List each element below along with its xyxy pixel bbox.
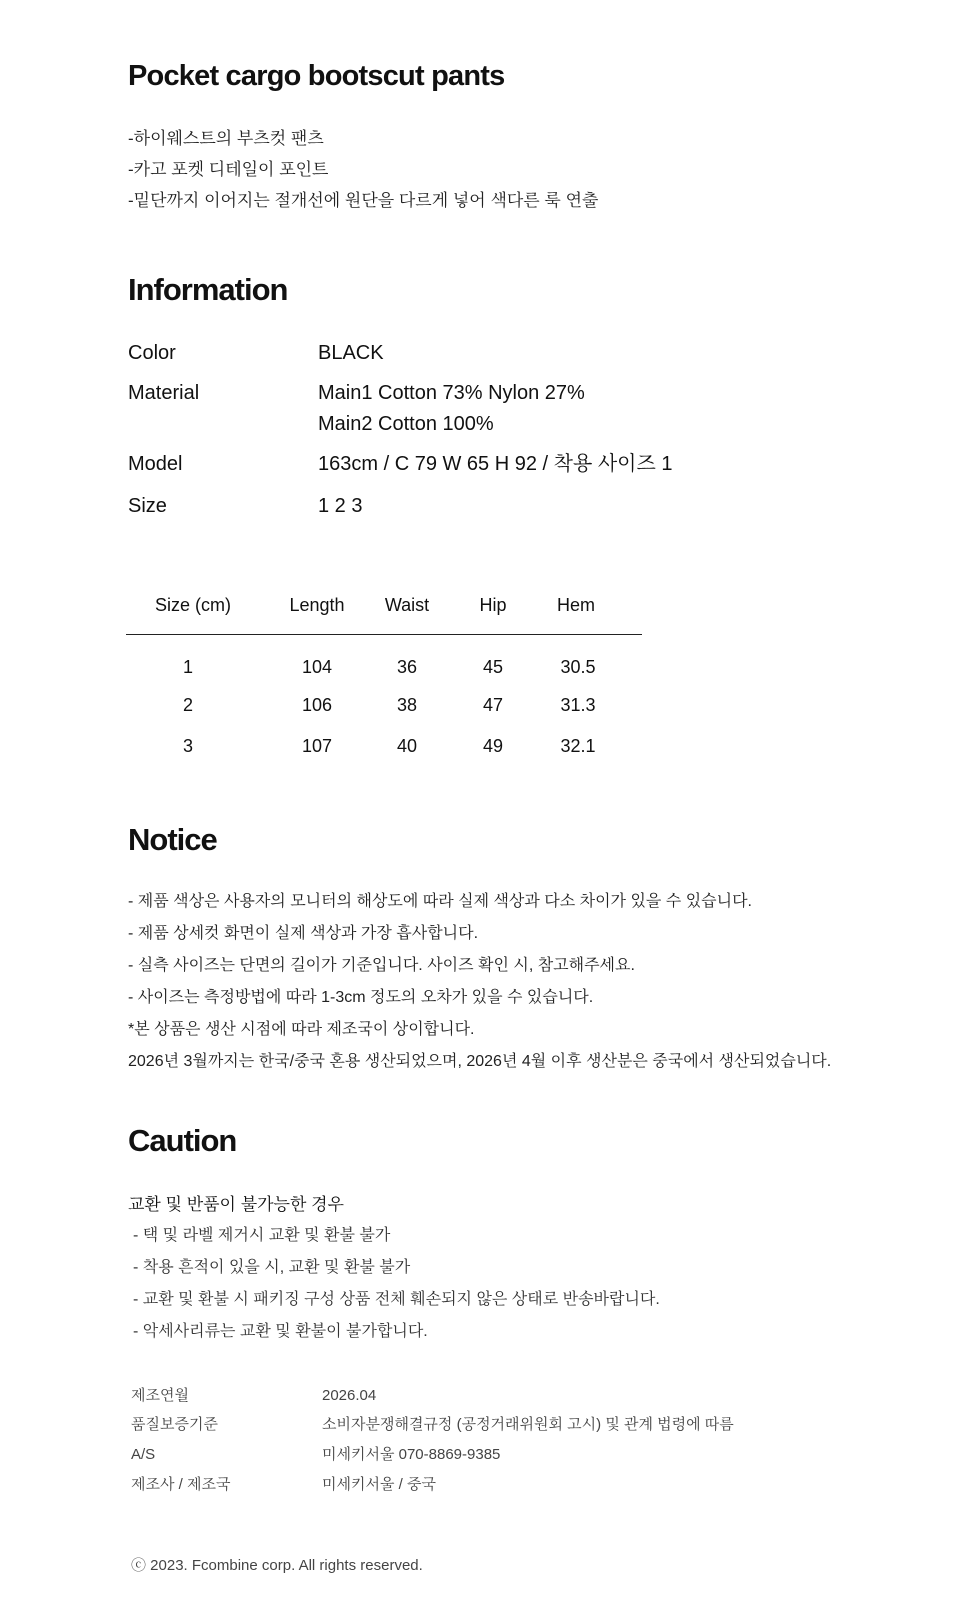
table-cell: 104: [301, 657, 333, 677]
description-line: -밑단까지 이어지는 절개선에 원단을 다르게 넣어 색다른 룩 연출: [128, 191, 599, 210]
info-label-color: Color: [128, 342, 176, 364]
caution-line: - 악세사리류는 교환 및 환불이 불가합니다.: [133, 1323, 428, 1340]
table-cell: 107: [301, 736, 333, 756]
description-line: -하이웨스트의 부츠컷 팬츠: [128, 129, 324, 148]
table-cell: 38: [396, 695, 418, 715]
meta-label-quality: 품질보증기준: [131, 1416, 218, 1433]
meta-value-as: 미세키서울 070-8869-9385: [322, 1446, 501, 1463]
table-header-hem: Hem: [556, 595, 596, 615]
info-value-size: 1 2 3: [318, 495, 363, 517]
table-header-length: Length: [289, 595, 345, 615]
table-cell: 47: [482, 695, 504, 715]
table-header-size: Size (cm): [155, 595, 231, 615]
table-cell: 45: [482, 657, 504, 677]
notice-title: Notice: [128, 822, 217, 857]
caution-heading: 교환 및 반품이 불가능한 경우: [128, 1195, 344, 1214]
info-label-material: Material: [128, 382, 200, 404]
notice-line: - 실측 사이즈는 단면의 길이가 기준입니다. 사이즈 확인 시, 참고해주세요.: [128, 957, 635, 974]
information-title: Information: [128, 272, 288, 307]
meta-label-manufacture-date: 제조연월: [131, 1387, 189, 1404]
notice-line: - 사이즈는 측정방법에 따라 1-3cm 정도의 오차가 있을 수 있습니다.: [128, 989, 594, 1006]
meta-value-quality: 소비자분쟁해결규정 (공정거래위원회 고시) 및 관계 법령에 따름: [322, 1416, 734, 1433]
table-cell: 49: [482, 736, 504, 756]
notice-line: *본 상품은 생산 시점에 따라 제조국이 상이합니다.: [128, 1021, 475, 1038]
caution-line: - 교환 및 환불 시 패키징 구성 상품 전체 훼손되지 않은 상태로 반송바랍니다.: [133, 1291, 660, 1308]
notice-line: 2026년 3월까지는 한국/중국 혼용 생산되었으며, 2026년 4월 이후 생산분은 중국에서 생산되었습니다.: [128, 1053, 832, 1070]
table-cell: 36: [396, 657, 418, 677]
info-value-material: Main1 Cotton 73% Nylon 27%: [318, 382, 585, 404]
notice-line: - 제품 색상은 사용자의 모니터의 해상도에 따라 실제 색상과 다소 차이가 있을 수 있습니다.: [128, 893, 752, 910]
table-cell: 31.3: [560, 695, 596, 715]
meta-label-manufacturer: 제조사 / 제조국: [131, 1476, 231, 1493]
meta-value-manufacturer: 미세키서울 / 중국: [322, 1476, 436, 1493]
table-header-waist: Waist: [384, 595, 430, 615]
table-cell: 40: [396, 736, 418, 756]
table-header-hip: Hip: [479, 595, 507, 615]
copyright: ⓒ 2023. Fcombine corp. All rights reserved.: [131, 1557, 423, 1574]
caution-title: Caution: [128, 1123, 237, 1158]
info-label-model: Model: [128, 453, 183, 475]
notice-line: - 제품 상세컷 화면이 실제 색상과 가장 흡사합니다.: [128, 925, 479, 942]
table-cell: 2: [182, 695, 194, 715]
table-cell: 30.5: [560, 657, 596, 677]
info-value-material-2: Main2 Cotton 100%: [318, 413, 494, 435]
table-cell: 106: [301, 695, 333, 715]
info-value-color: BLACK: [318, 342, 384, 364]
description-line: -카고 포켓 디테일이 포인트: [128, 160, 329, 179]
info-value-model: 163cm / C 79 W 65 H 92 / 착용 사이즈 1: [318, 453, 673, 475]
table-divider: [126, 634, 642, 635]
table-cell: 3: [182, 736, 194, 756]
table-cell: 32.1: [560, 736, 596, 756]
meta-label-as: A/S: [131, 1446, 156, 1463]
product-title: Pocket cargo bootscut pants: [128, 60, 505, 92]
table-cell: 1: [182, 657, 194, 677]
caution-line: - 착용 흔적이 있을 시, 교환 및 환불 불가: [133, 1259, 411, 1276]
info-label-size: Size: [128, 495, 167, 517]
meta-value-manufacture-date: 2026.04: [322, 1387, 377, 1404]
caution-line: - 택 및 라벨 제거시 교환 및 환불 불가: [133, 1227, 391, 1244]
